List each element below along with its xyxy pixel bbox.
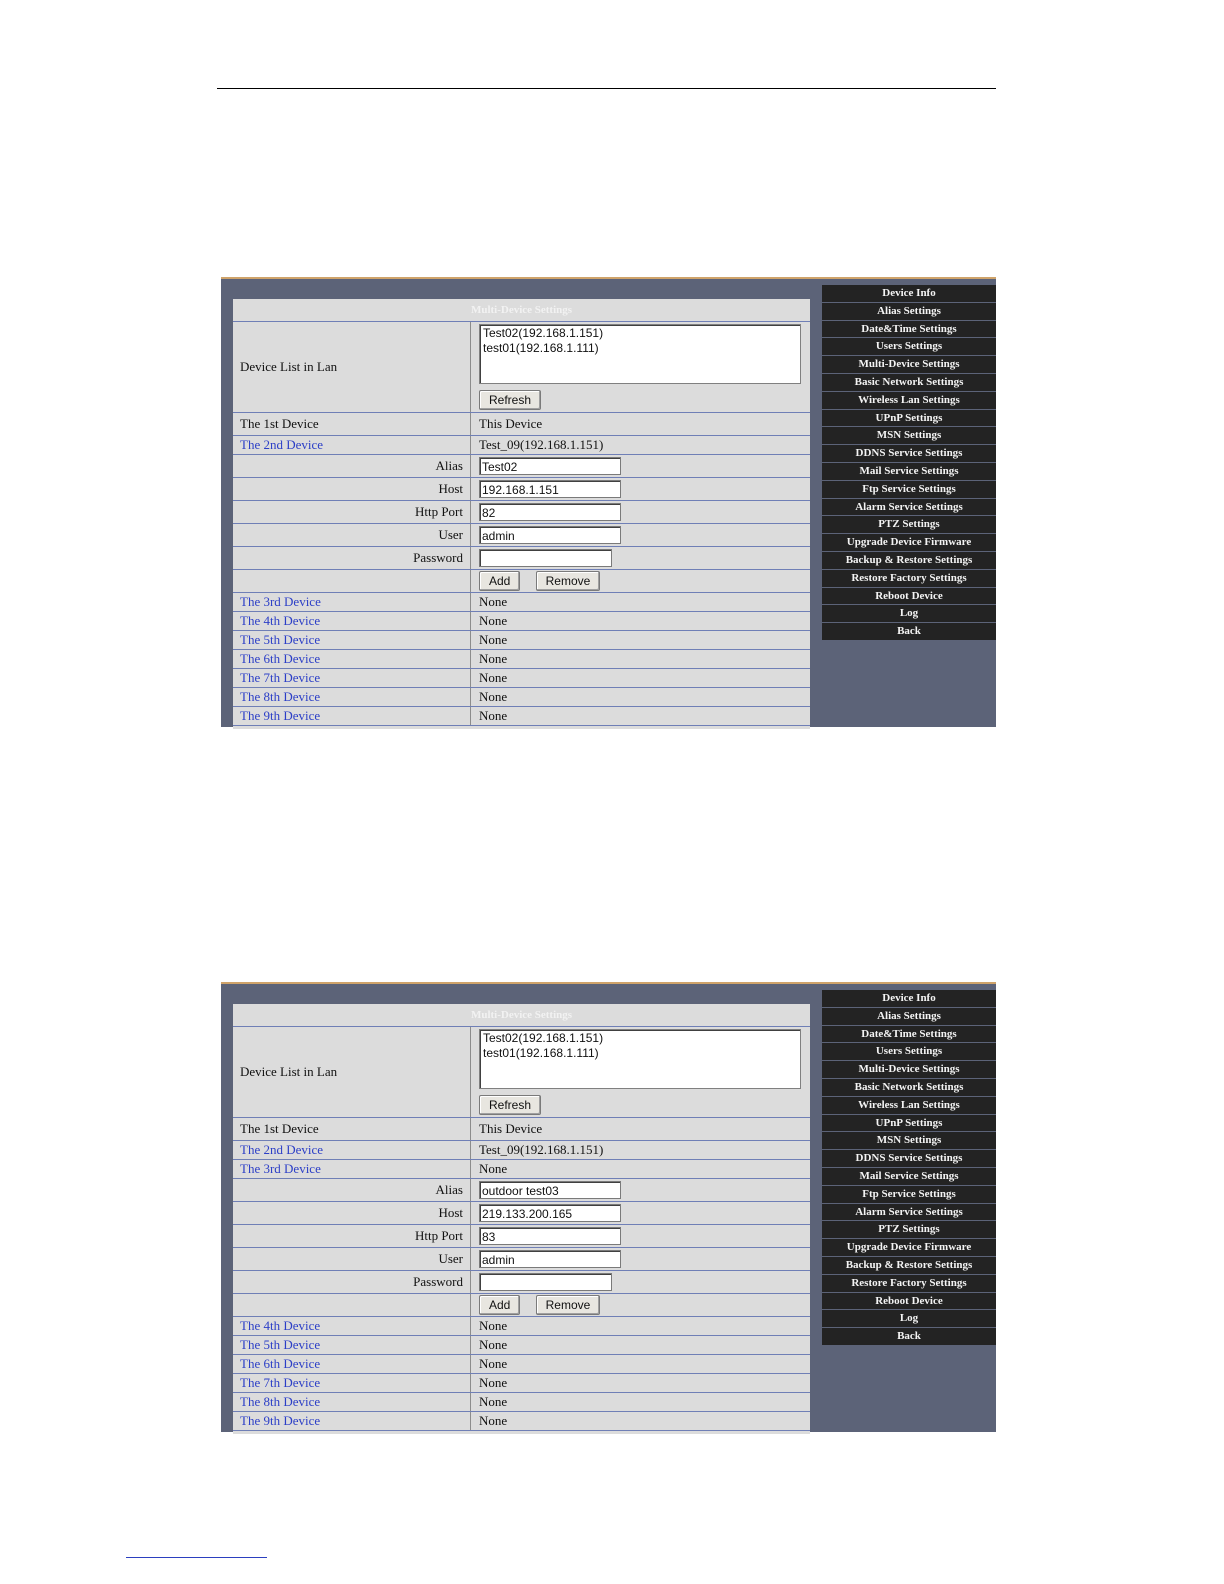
device-list-label: Device List in Lan bbox=[233, 1027, 471, 1118]
menu-item-wireless-lan-settings[interactable]: Wireless Lan Settings bbox=[822, 392, 996, 410]
device-link[interactable]: The 7th Device bbox=[233, 1374, 471, 1393]
device-list-item[interactable]: Test02(192.168.1.151) bbox=[483, 1031, 604, 1045]
menu-item-backup-restore[interactable]: Backup & Restore Settings bbox=[822, 552, 996, 570]
menu-item-restore-factory[interactable]: Restore Factory Settings bbox=[822, 1275, 996, 1293]
menu-item-ddns-service-settings[interactable]: DDNS Service Settings bbox=[822, 1150, 996, 1168]
user-label: User bbox=[233, 524, 471, 547]
menu-item-msn-settings[interactable]: MSN Settings bbox=[822, 1132, 996, 1150]
refresh-button[interactable]: Refresh bbox=[479, 1095, 541, 1115]
host-input[interactable]: 192.168.1.151 bbox=[479, 480, 621, 498]
menu-item-back[interactable]: Back bbox=[822, 623, 996, 641]
device-value: None bbox=[471, 1412, 811, 1431]
menu-item-log[interactable]: Log bbox=[822, 1310, 996, 1328]
menu-item-upnp-settings[interactable]: UPnP Settings bbox=[822, 1115, 996, 1133]
device-link[interactable]: The 7th Device bbox=[233, 669, 471, 688]
device-value: None bbox=[471, 1336, 811, 1355]
user-input[interactable]: admin bbox=[479, 526, 621, 544]
password-label: Password bbox=[233, 547, 471, 570]
remove-button[interactable]: Remove bbox=[536, 571, 601, 591]
device-link[interactable]: The 9th Device bbox=[233, 707, 471, 726]
device-value: None bbox=[471, 688, 811, 707]
device-link[interactable]: The 8th Device bbox=[233, 688, 471, 707]
multi-device-panel bbox=[233, 299, 810, 729]
menu-item-ptz-settings[interactable]: PTZ Settings bbox=[822, 516, 996, 534]
menu-item-basic-network-settings[interactable]: Basic Network Settings bbox=[822, 1079, 996, 1097]
menu-item-ftp-service-settings[interactable]: Ftp Service Settings bbox=[822, 1186, 996, 1204]
menu-item-ddns-service-settings[interactable]: DDNS Service Settings bbox=[822, 445, 996, 463]
menu-item-multi-device-settings[interactable]: Multi-Device Settings bbox=[822, 356, 996, 374]
device-list-label: Device List in Lan bbox=[233, 322, 471, 413]
multi-device-panel bbox=[233, 1004, 810, 1434]
alias-input[interactable]: outdoor test03 bbox=[479, 1181, 621, 1199]
settings-menu bbox=[822, 285, 996, 641]
device-value: None bbox=[471, 1374, 811, 1393]
menu-item-back[interactable]: Back bbox=[822, 1328, 996, 1346]
device-link[interactable]: The 5th Device bbox=[233, 1336, 471, 1355]
device-link[interactable]: The 4th Device bbox=[233, 612, 471, 631]
menu-item-alarm-service-settings[interactable]: Alarm Service Settings bbox=[822, 499, 996, 517]
page-header-rule bbox=[217, 88, 996, 89]
menu-item-datetime-settings[interactable]: Date&Time Settings bbox=[822, 321, 996, 339]
user-input[interactable]: admin bbox=[479, 1250, 621, 1268]
device-link[interactable]: The 4th Device bbox=[233, 1317, 471, 1336]
host-label: Host bbox=[233, 478, 471, 501]
menu-item-device-info[interactable]: Device Info bbox=[822, 285, 996, 303]
device-list-box[interactable] bbox=[479, 1029, 801, 1089]
menu-item-basic-network-settings[interactable]: Basic Network Settings bbox=[822, 374, 996, 392]
menu-item-users-settings[interactable]: Users Settings bbox=[822, 338, 996, 356]
menu-item-upgrade-firmware[interactable]: Upgrade Device Firmware bbox=[822, 1239, 996, 1257]
device-value: None bbox=[471, 1393, 811, 1412]
menu-item-wireless-lan-settings[interactable]: Wireless Lan Settings bbox=[822, 1097, 996, 1115]
settings-menu bbox=[822, 990, 996, 1346]
device-link[interactable]: The 9th Device bbox=[233, 1412, 471, 1431]
panel-title: Multi-Device Settings bbox=[233, 1004, 810, 1027]
menu-item-datetime-settings[interactable]: Date&Time Settings bbox=[822, 1026, 996, 1044]
http-port-label: Http Port bbox=[233, 1225, 471, 1248]
menu-item-log[interactable]: Log bbox=[822, 605, 996, 623]
device-link[interactable]: The 3rd Device bbox=[233, 593, 471, 612]
host-label: Host bbox=[233, 1202, 471, 1225]
menu-item-ptz-settings[interactable]: PTZ Settings bbox=[822, 1221, 996, 1239]
user-label: User bbox=[233, 1248, 471, 1271]
alias-input[interactable]: Test02 bbox=[479, 457, 621, 475]
menu-item-ftp-service-settings[interactable]: Ftp Service Settings bbox=[822, 481, 996, 499]
device-value: Test_09(192.168.1.151) bbox=[471, 436, 811, 455]
device-value: None bbox=[471, 593, 811, 612]
menu-item-device-info[interactable]: Device Info bbox=[822, 990, 996, 1008]
menu-item-mail-service-settings[interactable]: Mail Service Settings bbox=[822, 463, 996, 481]
device-label: The 1st Device bbox=[233, 413, 471, 436]
device-value: None bbox=[471, 669, 811, 688]
menu-item-upnp-settings[interactable]: UPnP Settings bbox=[822, 410, 996, 428]
menu-item-alarm-service-settings[interactable]: Alarm Service Settings bbox=[822, 1204, 996, 1222]
panel-title: Multi-Device Settings bbox=[233, 299, 810, 322]
screenshot-1 bbox=[221, 277, 996, 727]
device-list-box[interactable] bbox=[479, 324, 801, 384]
device-link[interactable]: The 6th Device bbox=[233, 650, 471, 669]
device-link[interactable]: The 6th Device bbox=[233, 1355, 471, 1374]
device-value: None bbox=[471, 612, 811, 631]
device-list-item[interactable]: test01(192.168.1.111) bbox=[483, 341, 599, 355]
device-value: None bbox=[471, 1160, 811, 1179]
device-link[interactable]: The 5th Device bbox=[233, 631, 471, 650]
device-value: None bbox=[471, 631, 811, 650]
menu-item-backup-restore[interactable]: Backup & Restore Settings bbox=[822, 1257, 996, 1275]
footer-link-underline[interactable] bbox=[126, 1557, 267, 1558]
device-value: This Device bbox=[471, 1118, 811, 1141]
device-value: None bbox=[471, 1355, 811, 1374]
menu-item-users-settings[interactable]: Users Settings bbox=[822, 1043, 996, 1061]
add-button[interactable]: Add bbox=[479, 571, 520, 591]
device-value: This Device bbox=[471, 413, 811, 436]
menu-item-msn-settings[interactable]: MSN Settings bbox=[822, 427, 996, 445]
menu-item-restore-factory[interactable]: Restore Factory Settings bbox=[822, 570, 996, 588]
device-list-item[interactable]: Test02(192.168.1.151) bbox=[483, 326, 604, 340]
device-value: None bbox=[471, 707, 811, 726]
remove-button[interactable]: Remove bbox=[536, 1295, 601, 1315]
menu-item-alias-settings[interactable]: Alias Settings bbox=[822, 1008, 996, 1026]
menu-item-reboot-device[interactable]: Reboot Device bbox=[822, 1293, 996, 1311]
screenshot-2 bbox=[221, 982, 996, 1432]
device-link[interactable]: The 2nd Device bbox=[233, 436, 471, 455]
device-list-item[interactable]: test01(192.168.1.111) bbox=[483, 1046, 599, 1060]
menu-item-multi-device-settings[interactable]: Multi-Device Settings bbox=[822, 1061, 996, 1079]
alias-label: Alias bbox=[233, 455, 471, 478]
http-port-input[interactable]: 82 bbox=[479, 503, 621, 521]
host-input[interactable]: 219.133.200.165 bbox=[479, 1204, 621, 1222]
password-input[interactable] bbox=[479, 549, 612, 567]
device-link[interactable]: The 2nd Device bbox=[233, 1141, 471, 1160]
device-link[interactable]: The 3rd Device bbox=[233, 1160, 471, 1179]
device-label: The 1st Device bbox=[233, 1118, 471, 1141]
password-input[interactable] bbox=[479, 1273, 612, 1291]
add-button[interactable]: Add bbox=[479, 1295, 520, 1315]
device-value: Test_09(192.168.1.151) bbox=[471, 1141, 811, 1160]
device-value: None bbox=[471, 1317, 811, 1336]
menu-item-alias-settings[interactable]: Alias Settings bbox=[822, 303, 996, 321]
device-value: None bbox=[471, 650, 811, 669]
refresh-button[interactable]: Refresh bbox=[479, 390, 541, 410]
menu-item-mail-service-settings[interactable]: Mail Service Settings bbox=[822, 1168, 996, 1186]
menu-item-upgrade-firmware[interactable]: Upgrade Device Firmware bbox=[822, 534, 996, 552]
http-port-label: Http Port bbox=[233, 501, 471, 524]
password-label: Password bbox=[233, 1271, 471, 1294]
http-port-input[interactable]: 83 bbox=[479, 1227, 621, 1245]
device-link[interactable]: The 8th Device bbox=[233, 1393, 471, 1412]
alias-label: Alias bbox=[233, 1179, 471, 1202]
menu-item-reboot-device[interactable]: Reboot Device bbox=[822, 588, 996, 606]
